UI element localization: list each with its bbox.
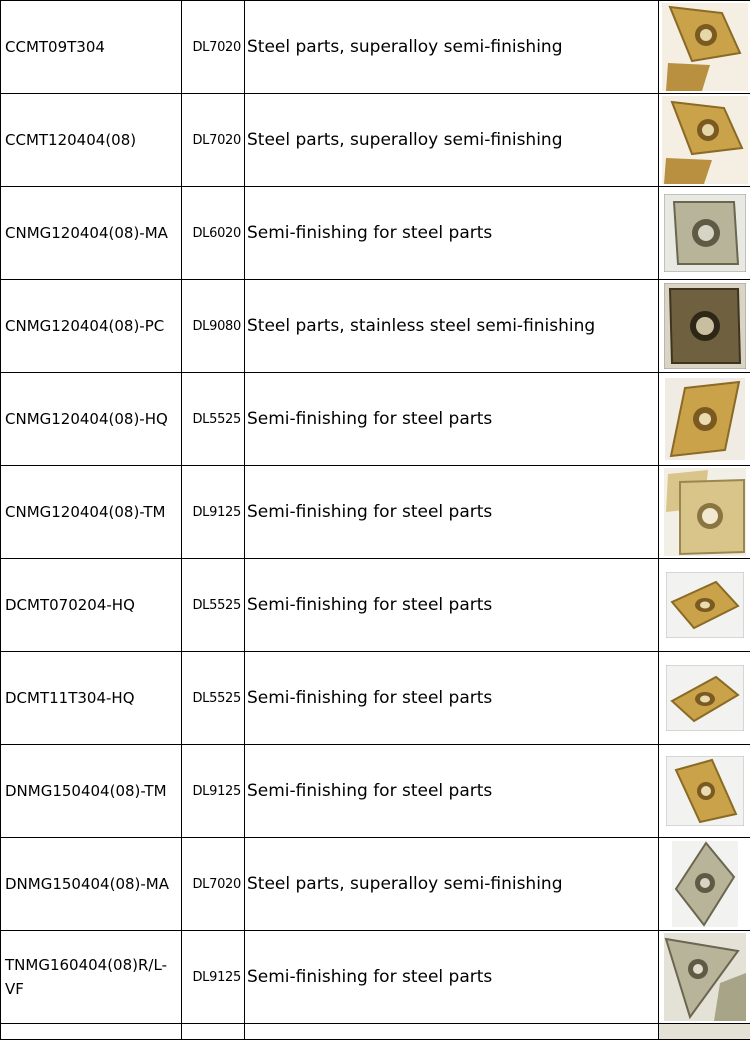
diamond-insert-gold-icon — [666, 572, 744, 638]
table-row — [1, 373, 750, 466]
model-cell: CCMT120404(08) — [1, 94, 182, 187]
insert-image — [659, 745, 750, 838]
application-cell: Semi-finishing for steel parts — [245, 373, 659, 466]
rhombic-insert-light-gold-icon — [664, 468, 746, 556]
insert-image — [659, 280, 750, 373]
table-row — [1, 280, 750, 373]
grade-cell: DL5525 — [182, 373, 245, 466]
application-cell: Semi-finishing for steel parts — [245, 466, 659, 559]
table-row — [1, 931, 750, 1024]
grade-cell: DL9125 — [182, 466, 245, 559]
grade-cell: DL9125 — [182, 931, 245, 1024]
application-cell: Steel parts, superalloy semi-finishing — [245, 1, 659, 94]
model-cell: CCMT09T304 — [1, 1, 182, 94]
table-row — [1, 745, 750, 838]
insert-image — [659, 94, 750, 187]
table-row — [1, 187, 750, 280]
model-cell: DNMG150404(08)-TM — [1, 745, 182, 838]
model-cell: CNMG120404(08)-PC — [1, 280, 182, 373]
diamond-insert-gold-icon — [666, 756, 744, 826]
application-cell: Semi-finishing for steel parts — [245, 745, 659, 838]
application-cell: Semi-finishing for steel parts — [245, 652, 659, 745]
model-cell: CNMG120404(08)-HQ — [1, 373, 182, 466]
rhombic-insert-silver-icon — [664, 194, 746, 272]
application-cell: Semi-finishing for steel parts — [245, 559, 659, 652]
table-row — [1, 559, 750, 652]
table-row — [1, 1, 750, 94]
table-row — [1, 1024, 750, 1040]
model-cell: DCMT11T304-HQ — [1, 652, 182, 745]
table-row — [1, 838, 750, 931]
table-row — [1, 466, 750, 559]
grade-cell: DL9080 — [182, 280, 245, 373]
insert-image — [659, 652, 750, 745]
insert-image — [659, 838, 750, 931]
triangle-insert-silver-icon — [664, 933, 746, 1021]
rhombic-insert-gold-icon — [662, 3, 748, 91]
model-cell: DNMG150404(08)-MA — [1, 838, 182, 931]
grade-cell: DL5525 — [182, 652, 245, 745]
grade-cell: DL9125 — [182, 745, 245, 838]
insert-image — [659, 559, 750, 652]
model-cell: CNMG120404(08)-TM — [1, 466, 182, 559]
insert-image — [659, 1, 750, 94]
insert-image — [659, 187, 750, 280]
grade-cell: DL7020 — [182, 838, 245, 931]
table-row — [1, 94, 750, 187]
insert-image — [659, 373, 750, 466]
rhombic-insert-dark-icon — [664, 283, 746, 369]
model-cell: CNMG120404(08)-MA — [1, 187, 182, 280]
rhombic-insert-gold-icon — [665, 378, 745, 460]
grade-cell: DL7020 — [182, 1, 245, 94]
application-cell: Steel parts, superalloy semi-finishing — [245, 838, 659, 931]
grade-cell: DL6020 — [182, 187, 245, 280]
table-row — [1, 652, 750, 745]
insert-image — [659, 466, 750, 559]
grade-cell: DL7020 — [182, 94, 245, 187]
application-cell: Steel parts, stainless steel semi-finishing — [245, 280, 659, 373]
insert-image — [659, 931, 750, 1024]
diamond-insert-silver-icon — [672, 841, 738, 927]
application-cell: Semi-finishing for steel parts — [245, 931, 659, 1024]
application-cell: Steel parts, superalloy semi-finishing — [245, 94, 659, 187]
grade-cell: DL5525 — [182, 559, 245, 652]
diamond-insert-gold-icon — [666, 665, 744, 731]
rhombic-insert-gold-icon — [662, 96, 748, 184]
model-cell: DCMT070204-HQ — [1, 559, 182, 652]
model-cell: TNMG160404(08)R/L-VF — [1, 931, 182, 1024]
application-cell: Semi-finishing for steel parts — [245, 187, 659, 280]
